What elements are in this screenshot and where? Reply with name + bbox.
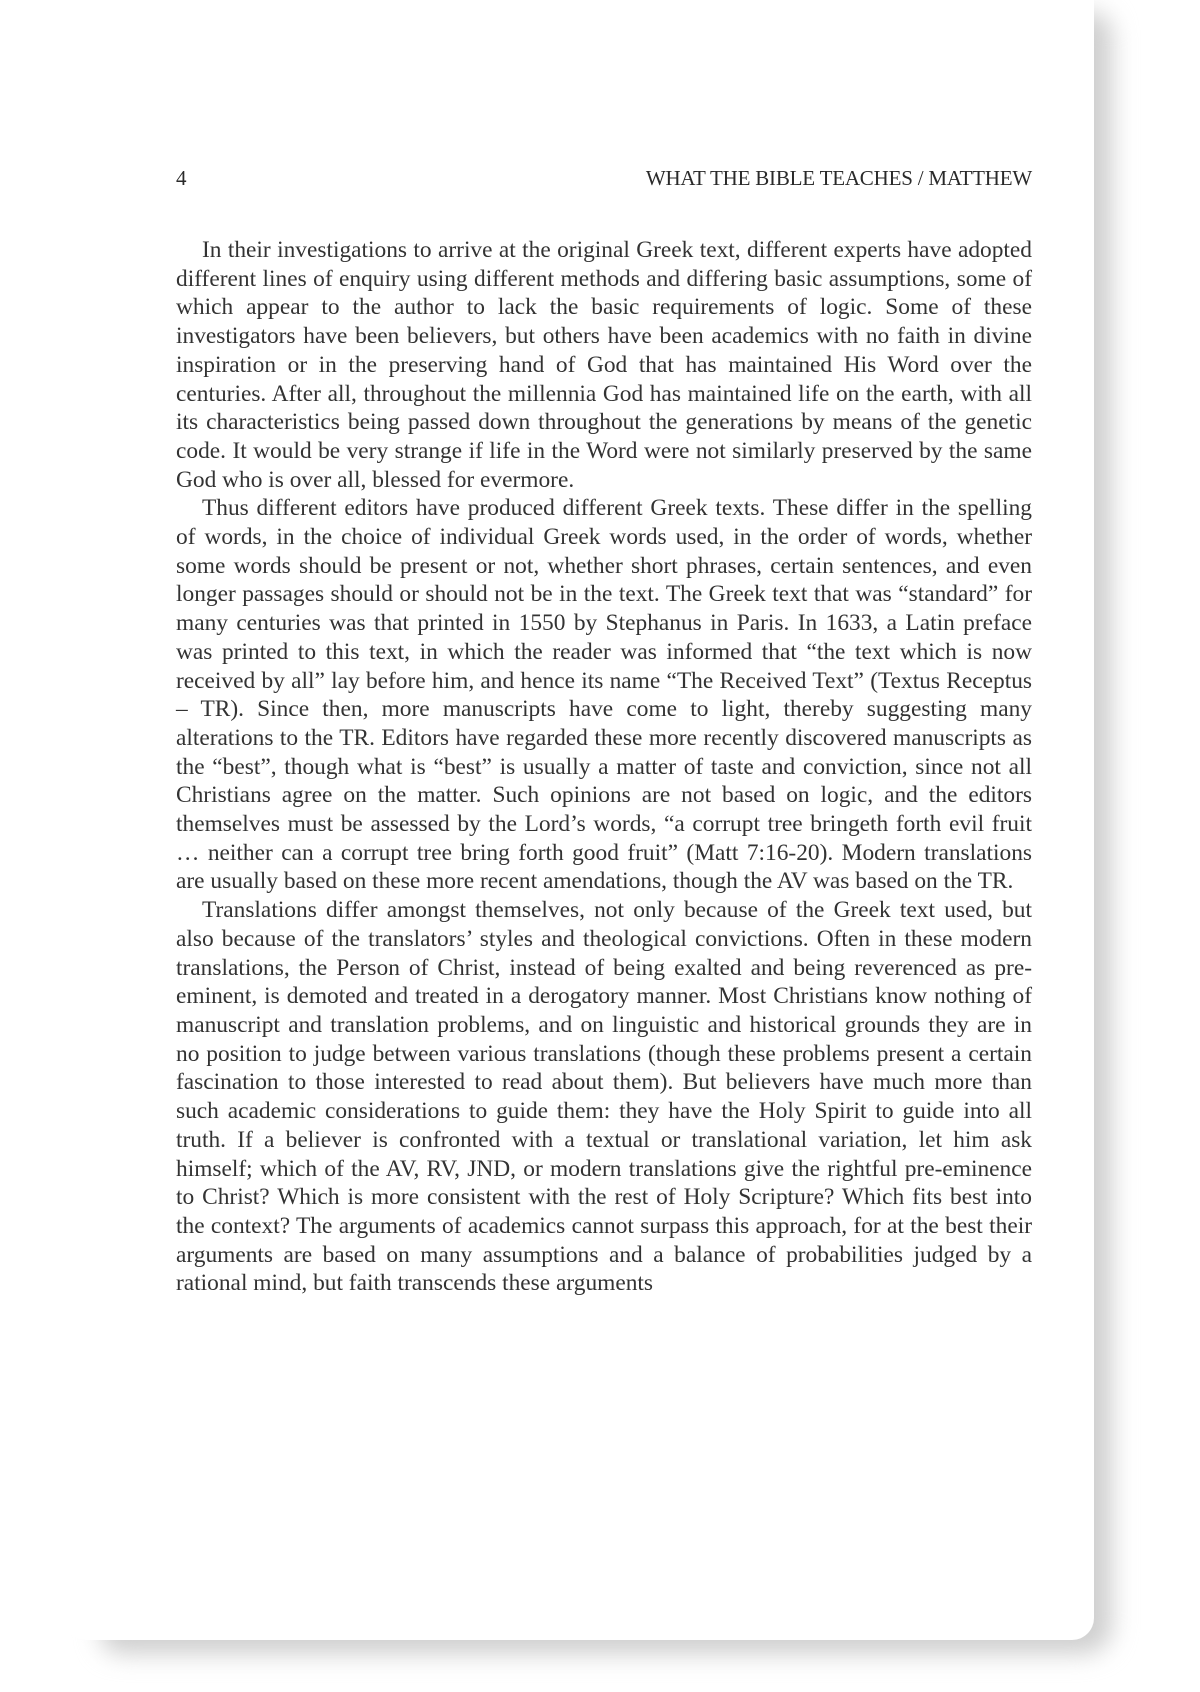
- paragraph: Translations differ amongst themselves, not only because of the Greek text used, but also because of the translators’ styles and theological convictions. Often in these modern translations, the Person of Christ, instead of being exalted and being reverenced as pre-eminent, is demoted and treated in a derogatory manner. Most Christians know nothing of manuscript and translation problems, and on linguistic and historical grounds they are in no position to judge between various translations (though these problems present a certain fascination to those interested to read about them). But believers have much more than such academic considerations to guide them: they have the Holy Spirit to guide into all truth. If a believer is confronted with a textual or translational variation, let him ask himself; which of the AV, RV, JND, or modern translations give the rightful pre-eminence to Christ? Which is more consistent with the rest of Holy Scripture? Which fits best into the context? The arguments of academics cannot surpass this approach, for at the best their arguments are based on many assumptions and a balance of probabilities judged by a rational mind, but faith transcends these arguments: [176, 897, 1032, 1297]
- paragraph: Thus different editors have produced different Greek texts. These differ in the spelling of words, in the choice of individual Greek words used, in the order of words, whether some words should be present or not, whether short phrases, certain sentences, and even longer passages should or should not be in the text. The Greek text that was “standard” for many centuries was that printed in 1550 by Stephanus in Paris. In 1633, a Latin preface was printed to this text, in which the reader was informed that “the text which is now received by all” lay before him, and hence its name “The Received Text” (Textus Receptus – TR). Since then, more manuscripts have come to light, thereby suggesting many alterations to the TR. Editors have regarded these more recently discovered manuscripts as the “best”, though what is “best” is usually a matter of taste and conviction, since not all Christians agree on the matter. Such opinions are not based on logic, and the editors themselves must be assessed by the Lord’s words, “a corrupt tree bringeth forth evil fruit … neither can a corrupt tree bring forth good fruit” (Matt 7:16-20). Modern translations are usually based on these more recent amendations, though the AV was based on the TR.: [176, 495, 1032, 895]
- running-head: [176, 166, 1032, 196]
- book-page: [64, 0, 1094, 1640]
- paragraph: In their investigations to arrive at the original Greek text, different experts have adopted different lines of enquiry using different methods and differing basic assumptions, some of which appear to the author to lack the basic requirements of logic. Some of these investigators have been believers, but others have been academics with no faith in divine inspiration or in the preserving hand of God that has maintained His Word over the centuries. After all, throughout the millennia God has maintained life on the earth, with all its characteristics being passed down throughout the generations by means of the genetic code. It would be very strange if life in the Word were not similarly preserved by the same God who is over all, blessed for evermore.: [176, 237, 1032, 493]
- running-title: WHAT THE BIBLE TEACHES / MATTHEW: [645, 166, 1032, 190]
- body-text: [176, 236, 1032, 1298]
- page-number: 4: [176, 166, 187, 190]
